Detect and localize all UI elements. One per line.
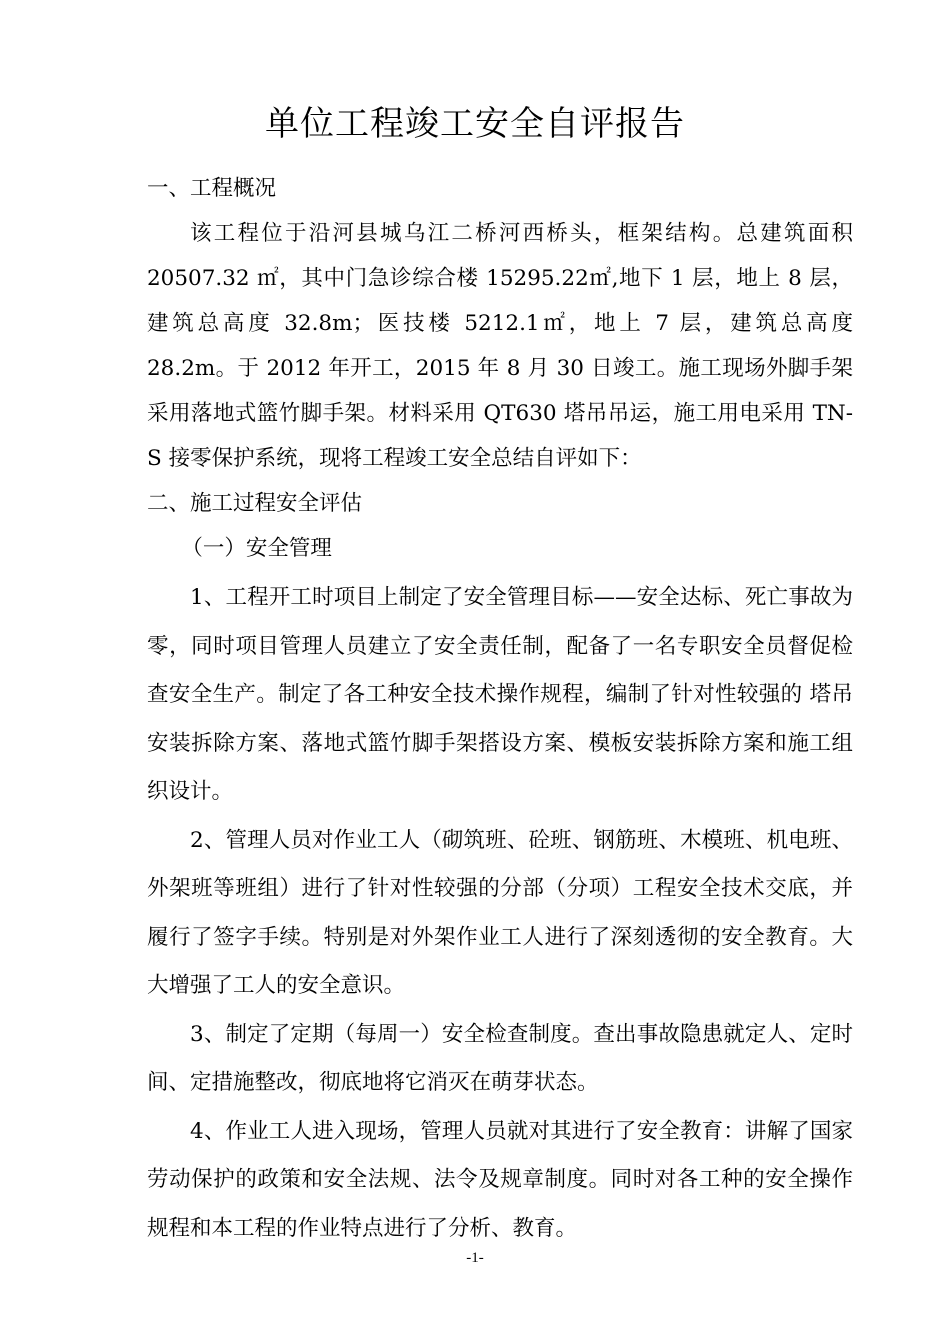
list-item-4: 4、作业工人进入现场，管理人员就对其进行了安全教育：讲解了国家劳动保护的政策和安全法规、法令及规章制度。同时对各工种的安全操作规程和本工程的作业特点进行了分析、教育。 (147, 1118, 853, 1241)
list-item-1: 1、工程开工时项目上制定了安全管理目标——安全达标、死亡事故为零，同时项目管理人员建立了安全责任制，配备了一名专职安全员督促检查安全生产。制定了各工种安全技术操作规程，编制了针对性较强的 塔吊安装拆除方案、落地式篮竹脚手架搭设方案、模板安装拆除方案和施工组织设计。 (147, 585, 853, 804)
list-item-3: 3、制定了定期（每周一）安全检查制度。查出事故隐患就定人、定时间、定措施整改，彻底地将它消灭在萌芽状态。 (147, 1021, 853, 1095)
list-item-2: 2、管理人员对作业工人（砌筑班、砼班、钢筋班、木模班、机电班、外架班等班组）进行了针对性较强的分部（分项）工程安全技术交底，并履行了签字手续。特别是对外架作业工人进行了深刻透彻的安全教育。大大增强了工人的安全意识。 (147, 827, 853, 998)
page-number: -1- (466, 1250, 484, 1266)
overview-paragraph: 该工程位于沿河县城乌江二桥河西桥头，框架结构。总建筑面积 20507.32 ㎡，其中门急诊综合楼 15295.22㎡,地下 1 层，地上 8 层，建筑总高度 32.8m；医技楼 5212.1㎡，地上 7 层，建筑总高度 28.2m。于 2012 年开工，2015 年 8 月 30 日竣工。施工现场外脚手架采用落地式篮竹脚手架。材料采用 QT630 塔吊吊运，施工用电采用 TN-S 接零保护系统，现将工程竣工安全总结自评如下： (147, 221, 853, 471)
section-heading-safety-evaluation: 二、施工过程安全评估 (147, 491, 363, 516)
document-title: 单位工程竣工安全自评报告 (265, 104, 685, 144)
subsection-heading-safety-management: （一）安全管理 (181, 536, 332, 561)
section-heading-overview: 一、工程概况 (147, 176, 277, 201)
document-body (147, 166, 853, 1253)
